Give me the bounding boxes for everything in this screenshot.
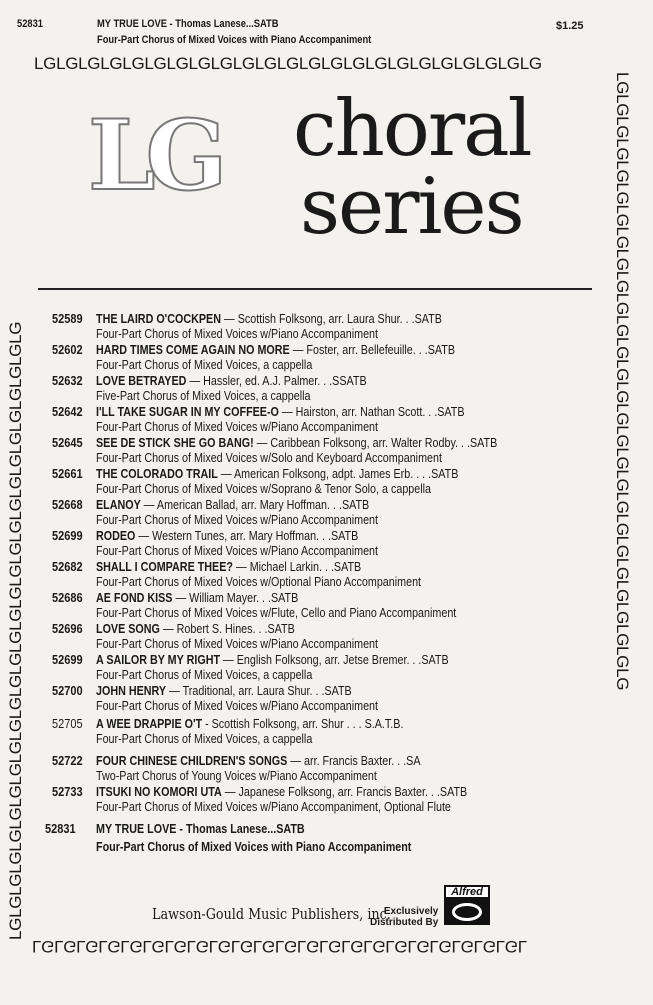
catalog-title-line [96,529,358,543]
catalog-number: 52632 [52,374,83,388]
catalog-description: Four-Part Chorus of Mixed Voices w/Piano Accompaniment [96,513,379,527]
catalog-credit: — William Mayer. . .SATB [172,591,299,605]
catalog-description: Four-Part Chorus of Mixed Voices w/Optional Piano Accompaniment [96,575,422,589]
catalog-number: 52589 [52,312,83,326]
catalog-number: 52699 [52,653,83,667]
catalog-title-line [96,374,367,388]
catalog-description: Four-Part Chorus of Mixed Voices w/Piano Accompaniment [96,420,379,434]
catalog-number: 52722 [52,754,83,768]
catalog-credit: — Western Tunes, arr. Mary Hoffman. . .SATB [135,529,359,543]
catalog-description: Four-Part Chorus of Mixed Voices w/Flute, Cello and Piano Accompaniment [96,606,457,620]
alfred-logo-text: Alfred [444,885,490,899]
catalog-number: 52682 [52,560,83,574]
catalog-title-line [96,754,421,768]
catalog-description: Four-Part Chorus of Mixed Voices, a cappella [96,668,313,682]
lg-logo: LG [88,99,218,212]
catalog-title: THE COLORADO TRAIL [96,467,218,481]
header-catalog-number: 52831 [17,18,44,30]
catalog-credit: - Scottish Folksong, arr. Shur . . . S.A.T.B. [202,717,404,731]
catalog-credit: — Caribbean Folksong, arr. Walter Rodby. . .SATB [253,436,498,450]
catalog-description: Four-Part Chorus of Mixed Voices with Piano Accompaniment [96,840,412,854]
catalog-description: Four-Part Chorus of Mixed Voices, a cappella [96,732,313,746]
catalog-title-line [96,622,295,636]
catalog-title-line [96,653,449,667]
catalog-title: SEE DE STICK SHE GO BANG! [96,436,254,450]
catalog-title-line [96,684,352,698]
catalog-credit: — Robert S. Hines. . .SATB [159,622,295,636]
border-left: LGLGLGLGLGLGLGLGLGLGLGLGLGLGLGLGLGLGLGLGLGLGLGLGLGLGLGLG [6,321,25,940]
alfred-ring-icon [452,903,482,921]
catalog-number: 52733 [52,785,83,799]
catalog-title: FOUR CHINESE CHILDREN'S SONGS [96,754,288,768]
catalog-credit: — Michael Larkin. . .SATB [232,560,362,574]
distributor-line1: Exclusively [383,906,439,917]
catalog-title-line [96,717,403,731]
catalog-description: Four-Part Chorus of Mixed Voices w/Soprano & Tenor Solo, a cappella [96,482,432,496]
header-title: MY TRUE LOVE - Thomas Lanese...SATB [97,18,279,30]
catalog-credit: — Traditional, arr. Laura Shur. . .SATB [166,684,352,698]
catalog-number: 52602 [52,343,83,357]
catalog-title-line [96,436,497,450]
catalog-title: A WEE DRAPPIE O'T [96,717,203,731]
catalog-title: ITSUKI NO KOMORI UTA [96,785,222,799]
catalog-description: Four-Part Chorus of Mixed Voices w/Piano Accompaniment [96,699,379,713]
catalog-number: 52686 [52,591,83,605]
catalog-description: Four-Part Chorus of Mixed Voices w/Piano Accompaniment [96,544,379,558]
catalog-title: HARD TIMES COME AGAIN NO MORE [96,343,290,357]
catalog-title: LOVE BETRAYED [96,374,187,388]
catalog-credit: — Hassler, ed. A.J. Palmer. . .SSATB [186,374,367,388]
catalog-description: Five-Part Chorus of Mixed Voices, a cappella [96,389,311,403]
catalog-credit: — arr. Francis Baxter. . .SA [287,754,421,768]
publisher-name: Lawson-Gould Music Publishers, inc. [152,905,391,923]
catalog-description: Four-Part Chorus of Mixed Voices w/Piano Accompaniment, Optional Flute [96,800,451,814]
catalog-title: AE FOND KISS [96,591,173,605]
catalog-number: 52696 [52,622,83,636]
catalog-number: 52705 [52,717,83,731]
distributor-text [370,906,438,928]
catalog-title-line [96,498,369,512]
catalog-credit: — Scottish Folksong, arr. Laura Shur. . .SATB [220,312,442,326]
catalog-number: 52645 [52,436,83,450]
catalog-description: Two-Part Chorus of Young Voices w/Piano Accompaniment [96,769,377,783]
catalog-title-line [96,312,442,326]
catalog-number: 52831 [45,822,76,836]
alfred-logo [444,885,490,925]
catalog-credit: — American Folksong, adpt. James Erb. . . .SATB [217,467,459,481]
catalog-credit: — Hairston, arr. Nathan Scott. . .SATB [278,405,465,419]
catalog-title-line [96,591,298,605]
catalog-credit: — Foster, arr. Bellefeuille. . .SATB [289,343,455,357]
catalog-title-line [96,467,458,481]
header-description: Four-Part Chorus of Mixed Voices with Piano Accompaniment [97,34,372,46]
border-top: LGLGLGLGLGLGLGLGLGLGLGLGLGLGLGLGLGLGLGLGLGLGLG [34,54,542,73]
catalog-description: Four-Part Chorus of Mixed Voices, a cappella [96,358,313,372]
header-price: $1.25 [556,20,584,32]
divider-rule [38,288,592,290]
series-title-word1: choral [293,84,531,174]
border-right: LGLGLGLGLGLGLGLGLGLGLGLGLGLGLGLGLGLGLGLGLGLGLGLGLGLGLGLG [613,72,632,691]
catalog-title-line [96,785,467,799]
catalog-description: Four-Part Chorus of Mixed Voices w/Solo and Keyboard Accompaniment [96,451,442,465]
catalog-title: A SAILOR BY MY RIGHT [96,653,221,667]
catalog-title-line [96,822,305,836]
catalog-title-line [96,560,361,574]
catalog-number: 52642 [52,405,83,419]
catalog-title: SHALL I COMPARE THEE? [96,560,233,574]
catalog-title: THE LAIRD O'COCKPEN [96,312,221,326]
distributor-line2: Distributed By [370,917,439,928]
catalog-credit: — Japanese Folksong, arr. Francis Baxter. . .SATB [221,785,468,799]
catalog-number: 52661 [52,467,83,481]
catalog-title-line [96,405,465,419]
catalog-credit: — English Folksong, arr. Jetse Bremer. . .SATB [220,653,449,667]
catalog-title: ELANOY [96,498,141,512]
catalog-number: 52700 [52,684,83,698]
catalog-title: LOVE SONG [96,622,160,636]
catalog-description: Four-Part Chorus of Mixed Voices w/Piano Accompaniment [96,327,379,341]
catalog-number: 52668 [52,498,83,512]
series-title-word2: series [300,162,523,252]
catalog-description: Four-Part Chorus of Mixed Voices w/Piano Accompaniment [96,637,379,651]
border-bottom: LGLGLGLGLGLGLGLGLGLGLGLGLGLGLGLGLGLGLGLGLGLGL [32,937,527,956]
catalog-number: 52699 [52,529,83,543]
catalog-title: JOHN HENRY [96,684,167,698]
catalog-credit: — American Ballad, arr. Mary Hoffman. . .SATB [140,498,370,512]
catalog-credit: - Thomas Lanese...SATB [176,822,305,836]
catalog-title: I'LL TAKE SUGAR IN MY COFFEE-O [96,405,279,419]
catalog-title: MY TRUE LOVE [96,822,177,836]
catalog-title-line [96,343,455,357]
catalog-title: RODEO [96,529,136,543]
